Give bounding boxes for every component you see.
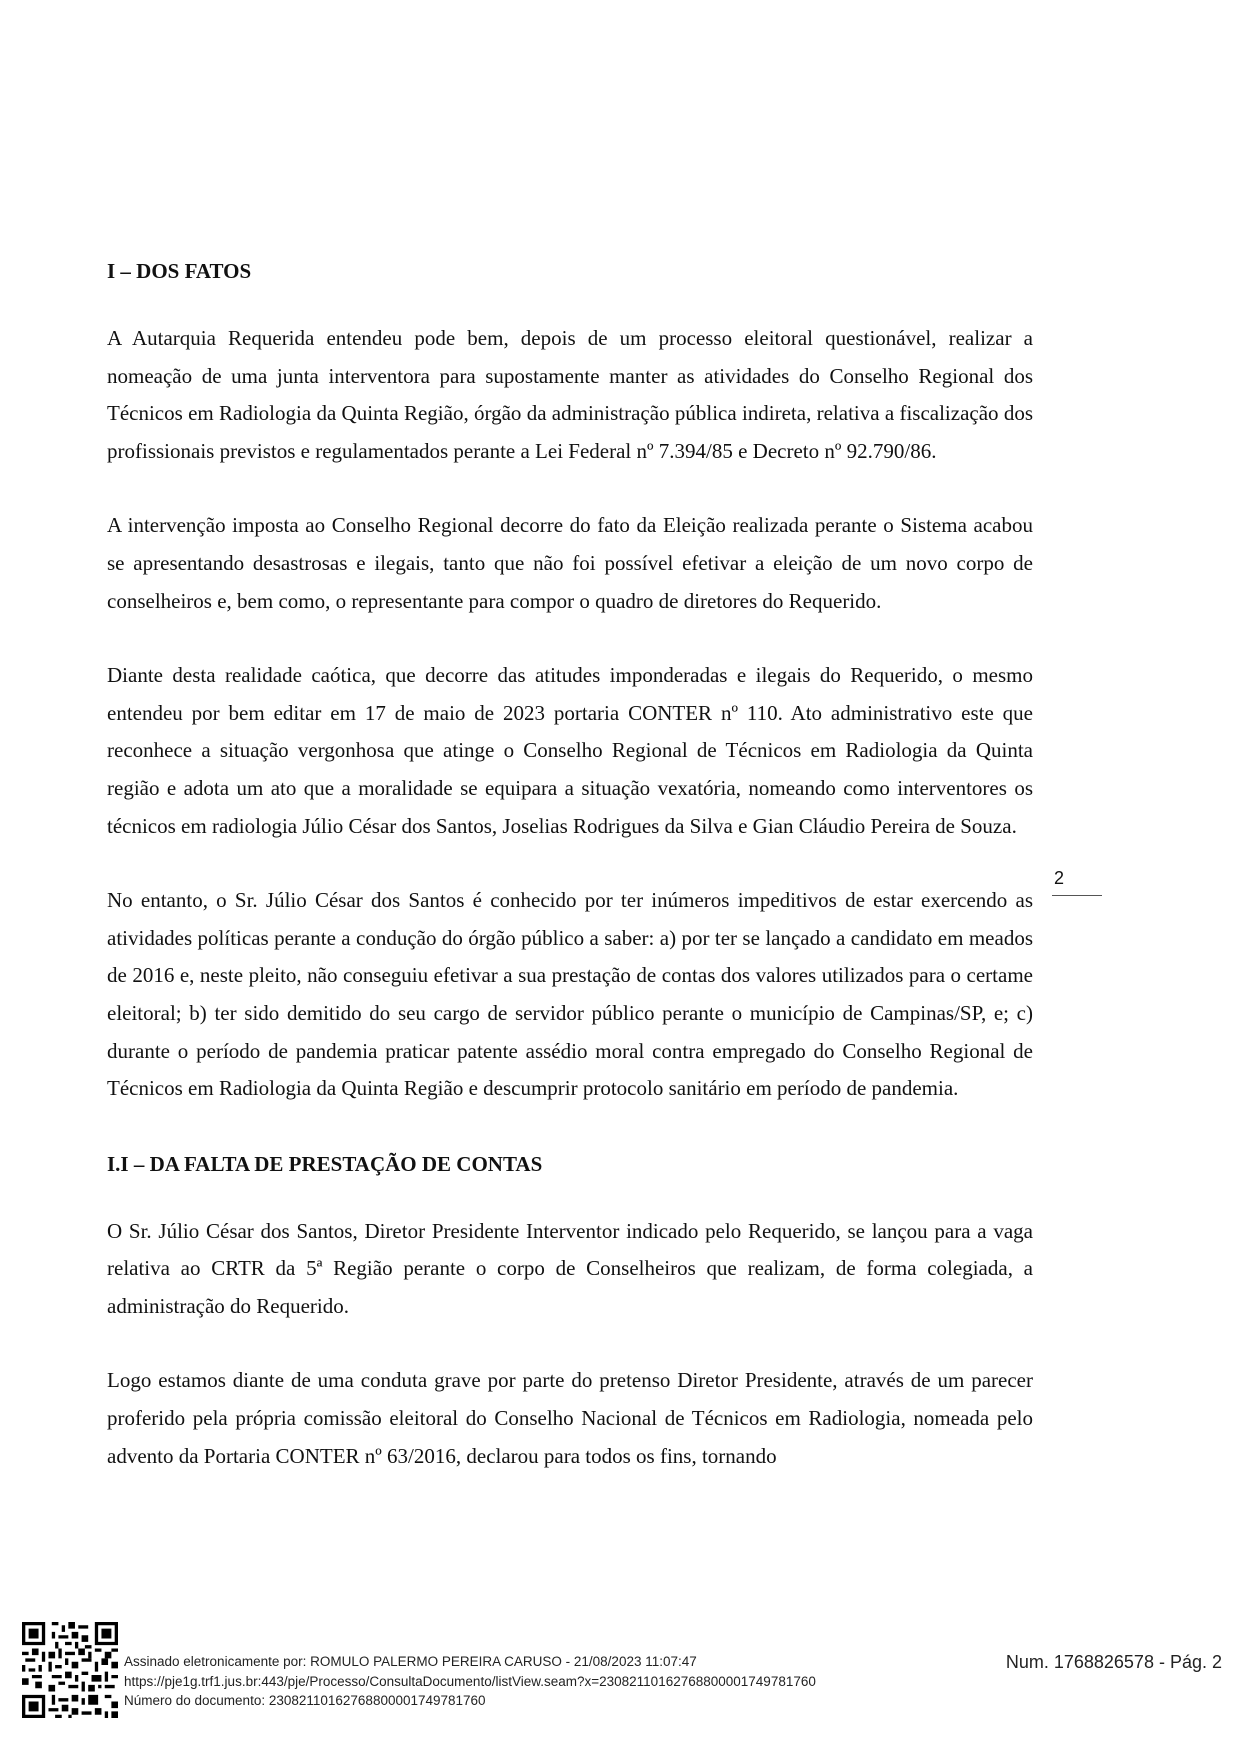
qr-code-icon — [22, 1622, 118, 1718]
paragraph: Logo estamos diante de uma conduta grave por parte do pretenso Diretor Presidente, através de um parecer proferido pela própria comissão eleitoral do Conselho Nacional de Técnicos em Radiologia, nomeada pelo advento da Portaria CONTER nº 63/2016, declarou para todos os fins, tornando — [107, 1368, 1033, 1468]
paragraph: Diante desta realidade caótica, que decorre das atitudes imponderadas e ilegais do Requerido, o mesmo entendeu por bem editar em 17 de maio de 2023 portaria CONTER nº 110. Ato administrativo este que reconhece a situação vergonhosa que atinge o Conselho Regional de Técnicos em Radiologia da Quinta região e adota um ato que a moralidade se equipara a situação vexatória, nomeando como interventores os técnicos em radiologia Júlio César dos Santos, Joselias Rodrigues da Silva e Gian Cláudio Pereira de Souza. — [107, 663, 1033, 838]
paragraph: O Sr. Júlio César dos Santos, Diretor Presidente Interventor indicado pelo Requerido, se lançou para a vaga relativa ao CRTR da 5ª Região perante o corpo de Conselheiros que realizam, de forma colegiada, a administração do Requerido. — [107, 1218, 1033, 1318]
section-heading-dos-fatos: I – DOS FATOS — [107, 259, 252, 283]
signature-block — [124, 1652, 816, 1711]
document-number-text: Número do documento: 23082110162768800001749781760 — [124, 1693, 486, 1708]
paragraph: A intervenção imposta ao Conselho Regional decorre do fato da Eleição realizada perante o Sistema acabou se apresentando desastrosas e ilegais, tanto que não foi possível efetivar a eleição de um novo corpo de conselheiros e, bem como, o representante para compor o quadro de diretores do Requerido. — [107, 513, 1033, 613]
signature-footer — [22, 1622, 1222, 1742]
margin-page-number: 2 — [1054, 868, 1065, 888]
document-body — [107, 252, 1033, 1475]
document-url-link[interactable]: https://pje1g.trf1.jus.br:443/pje/Processo/ConsultaDocumento/listView.seam?x=23082110162768800001749781760 — [124, 1673, 816, 1689]
section-heading-prestacao-contas: I.I – DA FALTA DE PRESTAÇÃO DE CONTAS — [107, 1151, 543, 1176]
margin-page-marker — [1052, 868, 1104, 896]
page-number-label: Num. 1768826578 - Pág. 2 — [1005, 1652, 1222, 1672]
paragraph: No entanto, o Sr. Júlio César dos Santos é conhecido por ter inúmeros impeditivos de estar exercendo as atividades políticas perante a condução do órgão público a saber: a) por ter se lançado a candidato em meados de 2016 e, neste pleito, não conseguiu efetivar a sua prestação de contas dos valores utilizados para o certame eleitoral; b) ter sido demitido do seu cargo de servidor público perante o município de Campinas/SP, e; c) durante o período de pandemia praticar patente assédio moral contra empregado do Conselho Regional de Técnicos em Radiologia da Quinta Região e descumprir protocolo sanitário em período de pandemia. — [107, 888, 1033, 1101]
paragraph: A Autarquia Requerida entendeu pode bem, depois de um processo eleitoral questionável, realizar a nomeação de uma junta interventora para supostamente manter as atividades do Conselho Regional dos Técnicos em Radiologia da Quinta Região, órgão da administração pública indireta, relativa a fiscalização dos profissionais previstos e regulamentados perante a Lei Federal nº 7.394/85 e Decreto nº 92.790/86. — [107, 326, 1033, 463]
margin-underline — [1052, 895, 1102, 896]
signed-by-text: Assinado eletronicamente por: ROMULO PALERMO PEREIRA CARUSO - 21/08/2023 11:07:47 — [124, 1654, 697, 1669]
